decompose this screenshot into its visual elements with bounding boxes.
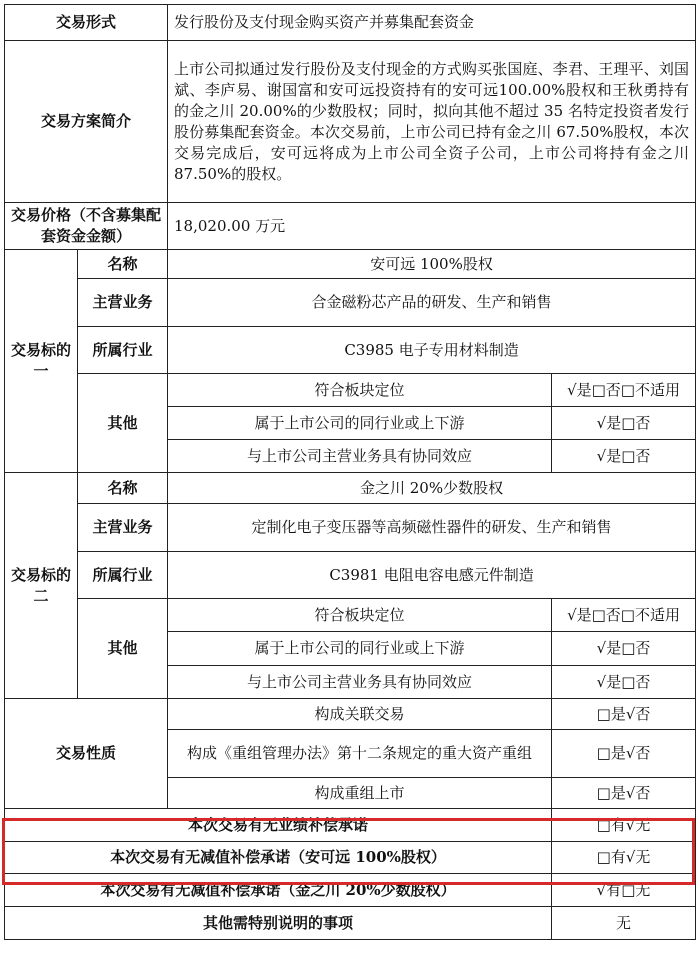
row-form — [5, 5, 696, 41]
target2-industry-value: C3981 电阻电容电感元件制造 — [168, 552, 696, 599]
target2-industry-label: 所属行业 — [78, 552, 168, 599]
commitment-row-4 — [5, 907, 696, 940]
target1-other-a: √是□否 — [552, 440, 696, 473]
target1-other-q: 符合板块定位 — [168, 374, 552, 407]
nature-q: 构成《重组管理办法》第十二条规定的重大资产重组 — [168, 730, 552, 778]
target2-industry-row — [5, 552, 696, 599]
target1-business-row — [5, 279, 696, 327]
target1-other-a: √是□否 — [552, 407, 696, 440]
target1-other-label: 其他 — [78, 374, 168, 473]
commitment-q: 本次交易有无减值补偿承诺（安可远 100%股权） — [5, 842, 552, 874]
summary-value: 上市公司拟通过发行股份及支付现金的方式购买张国庭、李君、王理平、刘国斌、李庐易、谢国富和安可远投资持有的安可远100.00%股权和王秋勇持有的金之川 20.00%的少数股权；同时，拟向其他不超过 35 名特定投资者发行股份募集配套资金。本次交易前，上市公司已持有金之川 67.50%股权，本次交易完成后，安可远将成为上市公司全资子公司，上市公司将持有金之川 87.50%的股权。 — [168, 41, 696, 203]
commitment-a: □有√无 — [552, 842, 696, 874]
target2-other-label: 其他 — [78, 599, 168, 699]
commitment-q: 本次交易有无业绩补偿承诺 — [5, 809, 552, 842]
transaction-summary-table — [4, 4, 696, 940]
target1-industry-label: 所属行业 — [78, 327, 168, 374]
nature-q: 构成重组上市 — [168, 778, 552, 809]
nature-q: 构成关联交易 — [168, 699, 552, 730]
target1-industry-row — [5, 327, 696, 374]
target1-business-label: 主营业务 — [78, 279, 168, 327]
target2-other-row-1 — [5, 599, 696, 632]
target1-other-q: 与上市公司主营业务具有协同效应 — [168, 440, 552, 473]
target2-business-value: 定制化电子变压器等高频磁性器件的研发、生产和销售 — [168, 504, 696, 552]
commitment-a: 无 — [552, 907, 696, 940]
price-value: 18,020.00 万元 — [168, 203, 696, 250]
target2-group-label: 交易标的二 — [5, 473, 78, 699]
target2-other-a: √是□否□不适用 — [552, 599, 696, 632]
commitment-q: 其他需特别说明的事项 — [5, 907, 552, 940]
target2-business-row — [5, 504, 696, 552]
price-label: 交易价格（不含募集配套资金金额） — [5, 203, 168, 250]
target1-group-label: 交易标的一 — [5, 250, 78, 473]
target2-other-q: 与上市公司主营业务具有协同效应 — [168, 666, 552, 699]
target2-other-q: 属于上市公司的同行业或上下游 — [168, 632, 552, 666]
target2-other-a: √是□否 — [552, 666, 696, 699]
target1-other-a: √是□否□不适用 — [552, 374, 696, 407]
target2-business-label: 主营业务 — [78, 504, 168, 552]
target2-other-a: √是□否 — [552, 632, 696, 666]
nature-a: □是√否 — [552, 730, 696, 778]
target1-name-value: 安可远 100%股权 — [168, 250, 696, 279]
commitment-a: □有√无 — [552, 809, 696, 842]
commitment-q: 本次交易有无减值补偿承诺（金之川 20%少数股权） — [5, 874, 552, 907]
nature-a: □是√否 — [552, 699, 696, 730]
summary-label: 交易方案简介 — [5, 41, 168, 203]
target2-name-label: 名称 — [78, 473, 168, 504]
target1-other-row-1 — [5, 374, 696, 407]
nature-label: 交易性质 — [5, 699, 168, 809]
target2-name-value: 金之川 20%少数股权 — [168, 473, 696, 504]
target1-name-label: 名称 — [78, 250, 168, 279]
commitment-row-3 — [5, 874, 696, 907]
form-label: 交易形式 — [5, 5, 168, 41]
target2-other-q: 符合板块定位 — [168, 599, 552, 632]
commitment-row-1 — [5, 809, 696, 842]
nature-a: □是√否 — [552, 778, 696, 809]
target2-name-row — [5, 473, 696, 504]
row-summary — [5, 41, 696, 203]
target1-name-row — [5, 250, 696, 279]
form-value: 发行股份及支付现金购买资产并募集配套资金 — [168, 5, 696, 41]
target1-industry-value: C3985 电子专用材料制造 — [168, 327, 696, 374]
commitment-row-2 — [5, 842, 696, 874]
row-price — [5, 203, 696, 250]
commitment-a: √有□无 — [552, 874, 696, 907]
target1-other-q: 属于上市公司的同行业或上下游 — [168, 407, 552, 440]
nature-row-1 — [5, 699, 696, 730]
target1-business-value: 合金磁粉芯产品的研发、生产和销售 — [168, 279, 696, 327]
